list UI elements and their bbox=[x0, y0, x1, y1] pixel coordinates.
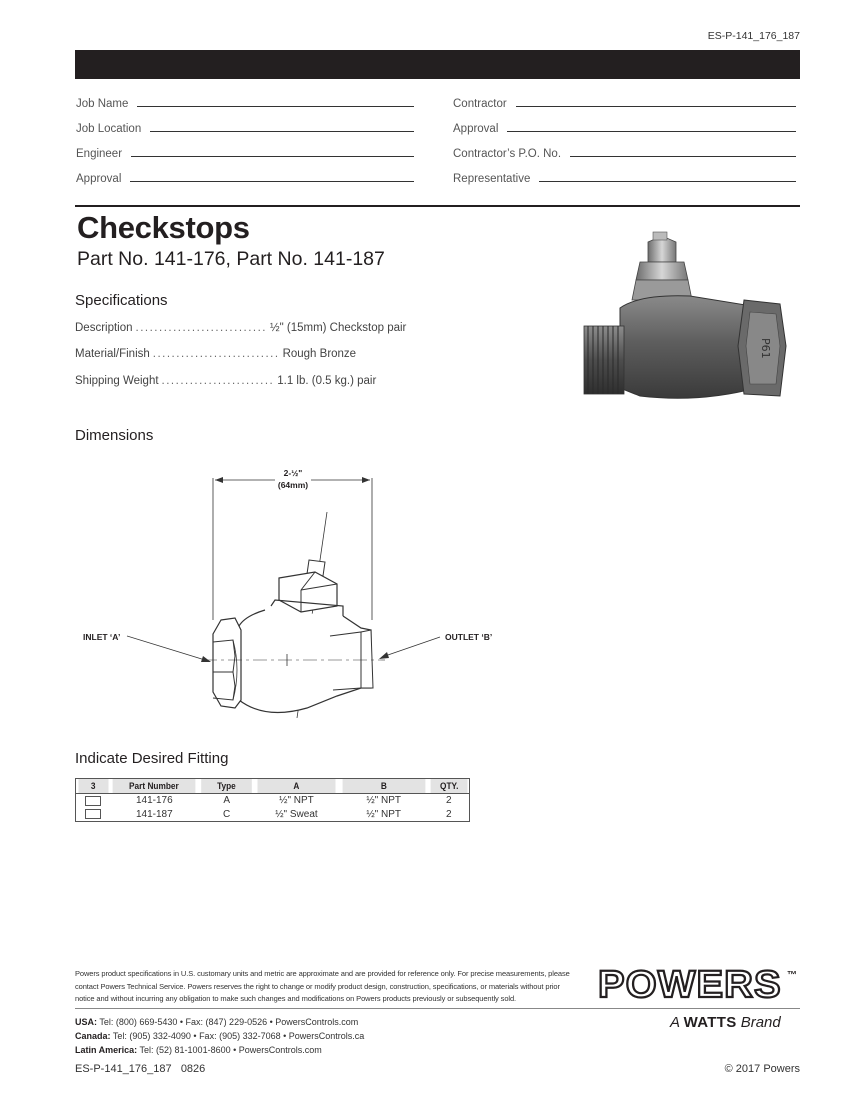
contact-usa: USA: Tel: (800) 669-5430 • Fax: (847) 229-0526 • PowersControls.com bbox=[75, 1017, 359, 1027]
copyright: © 2017 Powers bbox=[724, 1063, 800, 1075]
spec-row-shipping-weight: Shipping Weight ........................ 1.1 lb. (0.5 kg.) pair bbox=[75, 375, 377, 387]
contact-canada: Canada: Tel: (905) 332-4090 • Fax: (905) 332-7068 • PowersControls.ca bbox=[75, 1031, 365, 1041]
job-field-representative[interactable]: Representative bbox=[453, 173, 796, 189]
title-divider bbox=[75, 205, 800, 207]
table-row bbox=[76, 808, 470, 822]
page-title: Checkstops bbox=[77, 210, 250, 245]
fitting-checkbox-141-176[interactable] bbox=[85, 796, 101, 806]
dimension-width-label: 2-½" bbox=[283, 468, 303, 478]
trademark-symbol: ™ bbox=[787, 970, 797, 981]
dimensions-diagram bbox=[75, 460, 525, 720]
inlet-label: INLET ‘A’ bbox=[83, 632, 121, 642]
contact-latin-america: Latin America: Tel: (52) 81-1001-8600 • PowersControls.com bbox=[75, 1045, 322, 1055]
dimension-width-metric: (64mm) bbox=[277, 480, 309, 490]
footer-divider bbox=[75, 1008, 800, 1009]
page-subtitle: Part No. 141-176, Part No. 141-187 bbox=[77, 248, 385, 270]
job-field-approval[interactable]: Approval bbox=[76, 173, 414, 189]
qty-cell: 2 bbox=[445, 808, 452, 820]
header-bar bbox=[75, 50, 800, 79]
svg-text:P61: P61 bbox=[759, 338, 772, 359]
column-header: A bbox=[257, 779, 335, 794]
column-header: B bbox=[342, 779, 425, 794]
table-header-row bbox=[76, 779, 470, 794]
qty-cell: 2 bbox=[445, 795, 452, 807]
b-cell: ½" NPT bbox=[366, 808, 401, 820]
b-cell: ½" NPT bbox=[366, 795, 401, 807]
type-cell: C bbox=[223, 808, 231, 820]
fitting-table bbox=[75, 778, 470, 822]
column-header: Part Number bbox=[113, 779, 196, 794]
specifications-heading: Specifications bbox=[75, 292, 168, 309]
watts-brand-tagline: A WATTS Brand bbox=[670, 1014, 781, 1031]
column-header: QTY. bbox=[430, 779, 468, 794]
part-number-cell: 141-187 bbox=[135, 808, 173, 820]
dimensions-heading: Dimensions bbox=[75, 427, 154, 444]
job-field-contractor[interactable]: Contractor bbox=[453, 98, 796, 114]
a-cell: ½" Sweat bbox=[275, 808, 318, 820]
checkstop-photo bbox=[580, 228, 800, 428]
spec-row-description: Description ............................ ½" (15mm) Checkstop pair bbox=[75, 322, 407, 334]
job-field-contractor-approval[interactable]: Approval bbox=[453, 123, 796, 139]
doc-code-top: ES-P-141_176_187 bbox=[707, 30, 800, 42]
powers-logo: POWERS bbox=[598, 964, 782, 1006]
disclaimer-text: Powers product specifications in U.S. customary units and metric are approximate and are provided for reference only. For precise measurements, please contact Powers Technical Service. Powers reserves the right to change or modify product design, construction, specifications, or materials without prior notice and without incurring any obligation to make such changes and modifications on Powers products previously or subsequently sold. bbox=[75, 969, 570, 1003]
job-field-po-number[interactable]: Contractor’s P.O. No. bbox=[453, 148, 796, 164]
fitting-heading: Indicate Desired Fitting bbox=[75, 750, 229, 767]
job-field-job-name[interactable]: Job Name bbox=[76, 98, 414, 114]
part-number-cell: 141-176 bbox=[135, 795, 173, 807]
column-header: Type bbox=[201, 779, 251, 794]
outlet-label: OUTLET ‘B’ bbox=[445, 632, 493, 642]
fitting-checkbox-141-187[interactable] bbox=[85, 809, 101, 819]
job-field-job-location[interactable]: Job Location bbox=[76, 123, 414, 139]
doc-code-bottom: ES-P-141_176_187 0826 bbox=[75, 1063, 206, 1075]
table-row bbox=[76, 794, 470, 808]
job-field-engineer[interactable]: Engineer bbox=[76, 148, 414, 164]
type-cell: A bbox=[223, 795, 230, 807]
spec-row-material: Material/Finish ........................... Rough Bronze bbox=[75, 348, 357, 360]
column-header: 3 bbox=[77, 779, 108, 794]
a-cell: ½" NPT bbox=[279, 795, 314, 807]
